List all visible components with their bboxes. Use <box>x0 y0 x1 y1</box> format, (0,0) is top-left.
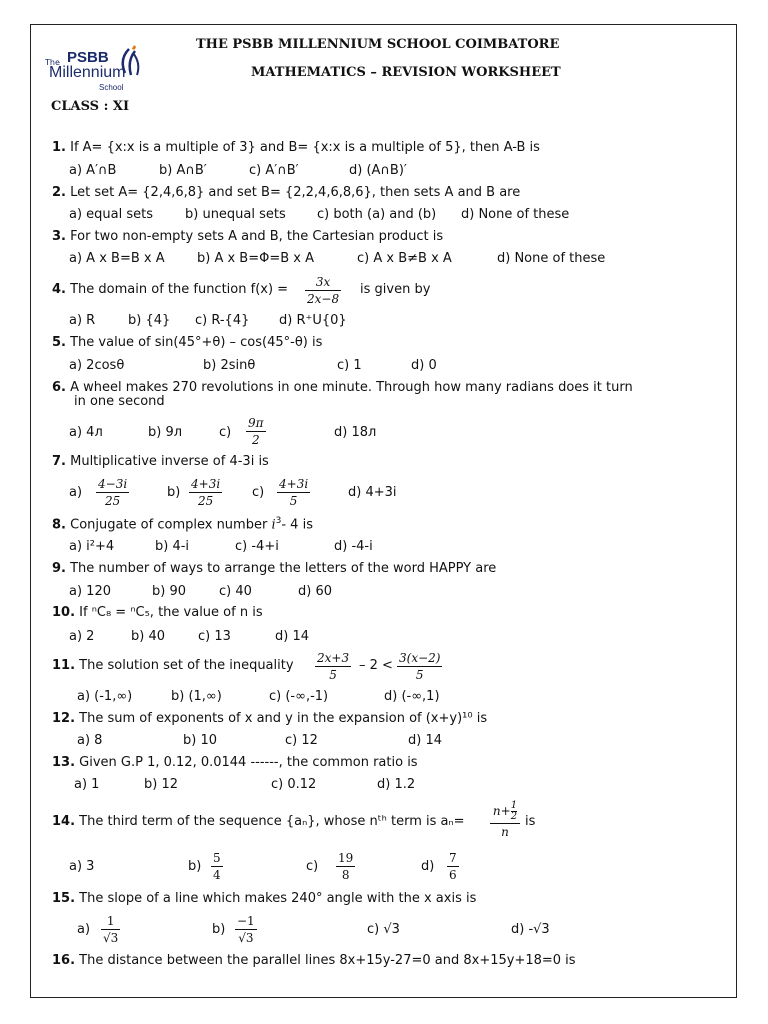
q7-option-c-fraction: 4+3i 5 <box>279 477 309 508</box>
q15-option-b: b) <box>212 922 226 937</box>
q3-option-c: c) A x B≠B x A <box>357 251 452 266</box>
q5-option-c: c) 1 <box>337 358 362 373</box>
question-8: 8. Conjugate of complex number $i^3-$ 4 is <box>52 516 313 533</box>
q9-option-a: a) 120 <box>69 584 111 599</box>
q4-text-tail: is given by <box>360 282 431 297</box>
q10-option-c: c) 13 <box>198 629 231 644</box>
q1-option-a: a) A′∩B <box>69 163 117 178</box>
q15-option-c: c) √3 <box>367 922 400 937</box>
q14-option-c: c) <box>306 859 319 874</box>
question-14: 14. The third term of the sequence {aₙ}, whose nᵗʰ term is aₙ= <box>52 814 465 829</box>
question-3: 3. For two non-empty sets A and B, the Cartesian product is <box>52 229 444 244</box>
q3-option-b: b) A x B=Φ=B x A <box>197 251 315 266</box>
q14-option-b: b) <box>188 859 202 874</box>
q4-option-c: c) R-{4} <box>195 313 250 328</box>
q14-term-fraction: n+ $\frac{1}{2}$ n <box>490 801 520 839</box>
q4-option-b: b) {4} <box>128 313 171 328</box>
q6-option-c: c) <box>219 425 232 440</box>
q4-option-d: d) R⁺U{0} <box>279 313 347 328</box>
q6-option-b: b) 9л <box>148 425 183 440</box>
school-name: THE PSBB MILLENNIUM SCHOOL COIMBATORE <box>196 37 560 52</box>
q11-fraction-right: 3(x−2) 5 <box>399 651 441 682</box>
q15-option-a: a) <box>77 922 91 937</box>
q14-option-d-fraction: 7 6 <box>449 851 457 882</box>
q7-option-a: a) <box>69 485 83 500</box>
q1-option-b: b) A∩B′ <box>159 163 207 178</box>
q9-option-c: c) 40 <box>219 584 252 599</box>
q6-option-d: d) 18л <box>334 425 377 440</box>
q14-text-tail: is <box>525 814 536 829</box>
q12-option-c: c) 12 <box>285 733 318 748</box>
question-6-continued: in one second <box>74 394 165 409</box>
q13-option-c: c) 0.12 <box>271 777 317 792</box>
q13-option-a: a) 1 <box>74 777 100 792</box>
question-10: 10. If ⁿC₈ = ⁿC₅, the value of n is <box>52 605 263 620</box>
q5-option-a: a) 2cosθ <box>69 358 125 373</box>
q15-option-b-fraction: −1 √3 <box>237 914 255 945</box>
q11-option-b: b) (1,∞) <box>171 689 222 704</box>
torch-emblem-icon <box>115 41 151 81</box>
question-6: 6. A wheel makes 270 revolutions in one minute. Through how many radians does it turn <box>52 380 633 395</box>
question-16: 16. The distance between the parallel lines 8x+15y-27=0 and 8x+15y+18=0 is <box>52 953 576 968</box>
question-2: 2. Let set A= {2,4,6,8} and set B= {2,2,4,6,8,6}, then sets A and B are <box>52 185 521 200</box>
q5-option-d: d) 0 <box>411 358 437 373</box>
q11-option-d: d) (-∞,1) <box>384 689 440 704</box>
q12-option-a: a) 8 <box>77 733 103 748</box>
question-11: 11. The solution set of the inequality <box>52 658 294 673</box>
q2-option-b: b) unequal sets <box>185 207 286 222</box>
question-5: 5. The value of sin(45°+θ) – cos(45°-θ) is <box>52 335 323 350</box>
q6-option-a: a) 4л <box>69 425 103 440</box>
question-12: 12. The sum of exponents of x and y in the expansion of (x+y)¹⁰ is <box>52 711 488 726</box>
question-15: 15. The slope of a line which makes 240° angle with the x axis is <box>52 891 477 906</box>
class-label: CLASS : XI <box>51 99 130 114</box>
question-13: 13. Given G.P 1, 0.12, 0.0144 ------, the common ratio is <box>52 755 418 770</box>
q10-option-d: d) 14 <box>275 629 309 644</box>
worksheet-page <box>30 24 737 998</box>
q12-option-b: b) 10 <box>183 733 217 748</box>
q7-option-c: c) <box>252 485 265 500</box>
question-7: 7. Multiplicative inverse of 4-3i is <box>52 454 269 469</box>
q8-option-b: b) 4-i <box>155 539 190 554</box>
q7-option-d: d) 4+3i <box>348 485 397 500</box>
q15-option-d: d) -√3 <box>511 922 550 937</box>
q15-option-a-fraction: 1 √3 <box>103 914 119 945</box>
q10-option-b: b) 40 <box>131 629 165 644</box>
school-logo: The PSBB Millennium School <box>39 35 149 95</box>
question-9: 9. The number of ways to arrange the letters of the word HAPPY are <box>52 561 497 576</box>
q2-option-c: c) both (a) and (b) <box>317 207 437 222</box>
q9-option-b: b) 90 <box>152 584 186 599</box>
q11-middle: – 2 < <box>359 658 393 673</box>
q11-fraction-left: 2x+3 5 <box>317 651 350 682</box>
q3-option-a: a) A x B=B x A <box>69 251 165 266</box>
q6-option-c-fraction: 9π 2 <box>248 416 264 447</box>
q9-option-d: d) 60 <box>298 584 332 599</box>
q14-option-d: d) <box>421 859 435 874</box>
q7-option-b: b) <box>167 485 181 500</box>
q11-option-c: c) (-∞,-1) <box>269 689 329 704</box>
q10-option-a: a) 2 <box>69 629 95 644</box>
q1-option-d: d) (A∩B)′ <box>349 163 407 178</box>
q2-option-d: d) None of these <box>461 207 570 222</box>
q4-option-a: a) R <box>69 313 96 328</box>
question-1: 1. If A= {x:x is a multiple of 3} and B= {x:x is a multiple of 5}, then A-B is <box>52 140 540 155</box>
q11-option-a: a) (-1,∞) <box>77 689 133 704</box>
q4-fraction: 3x 2x−8 <box>307 275 340 306</box>
q5-option-b: b) 2sinθ <box>203 358 256 373</box>
q8-option-d: d) -4-i <box>334 539 373 554</box>
q8-option-c: c) -4+i <box>235 539 279 554</box>
q13-option-d: d) 1.2 <box>377 777 416 792</box>
q12-option-d: d) 14 <box>408 733 442 748</box>
q13-option-b: b) 12 <box>144 777 178 792</box>
q2-option-a: a) equal sets <box>69 207 154 222</box>
q7-option-a-fraction: 4−3i 25 <box>98 477 128 508</box>
q1-option-c: c) A′∩B′ <box>249 163 299 178</box>
q7-option-b-fraction: 4+3i 25 <box>191 477 221 508</box>
q14-option-c-fraction: 19 8 <box>338 851 354 882</box>
question-4: 4. The domain of the function f(x) = <box>52 282 289 297</box>
worksheet-title: MATHEMATICS – REVISION WORKSHEET <box>251 65 561 80</box>
q8-option-a: a) i²+4 <box>69 539 115 554</box>
q3-option-d: d) None of these <box>497 251 606 266</box>
q14-option-a: a) 3 <box>69 859 95 874</box>
q14-option-b-fraction: 5 4 <box>213 851 221 882</box>
